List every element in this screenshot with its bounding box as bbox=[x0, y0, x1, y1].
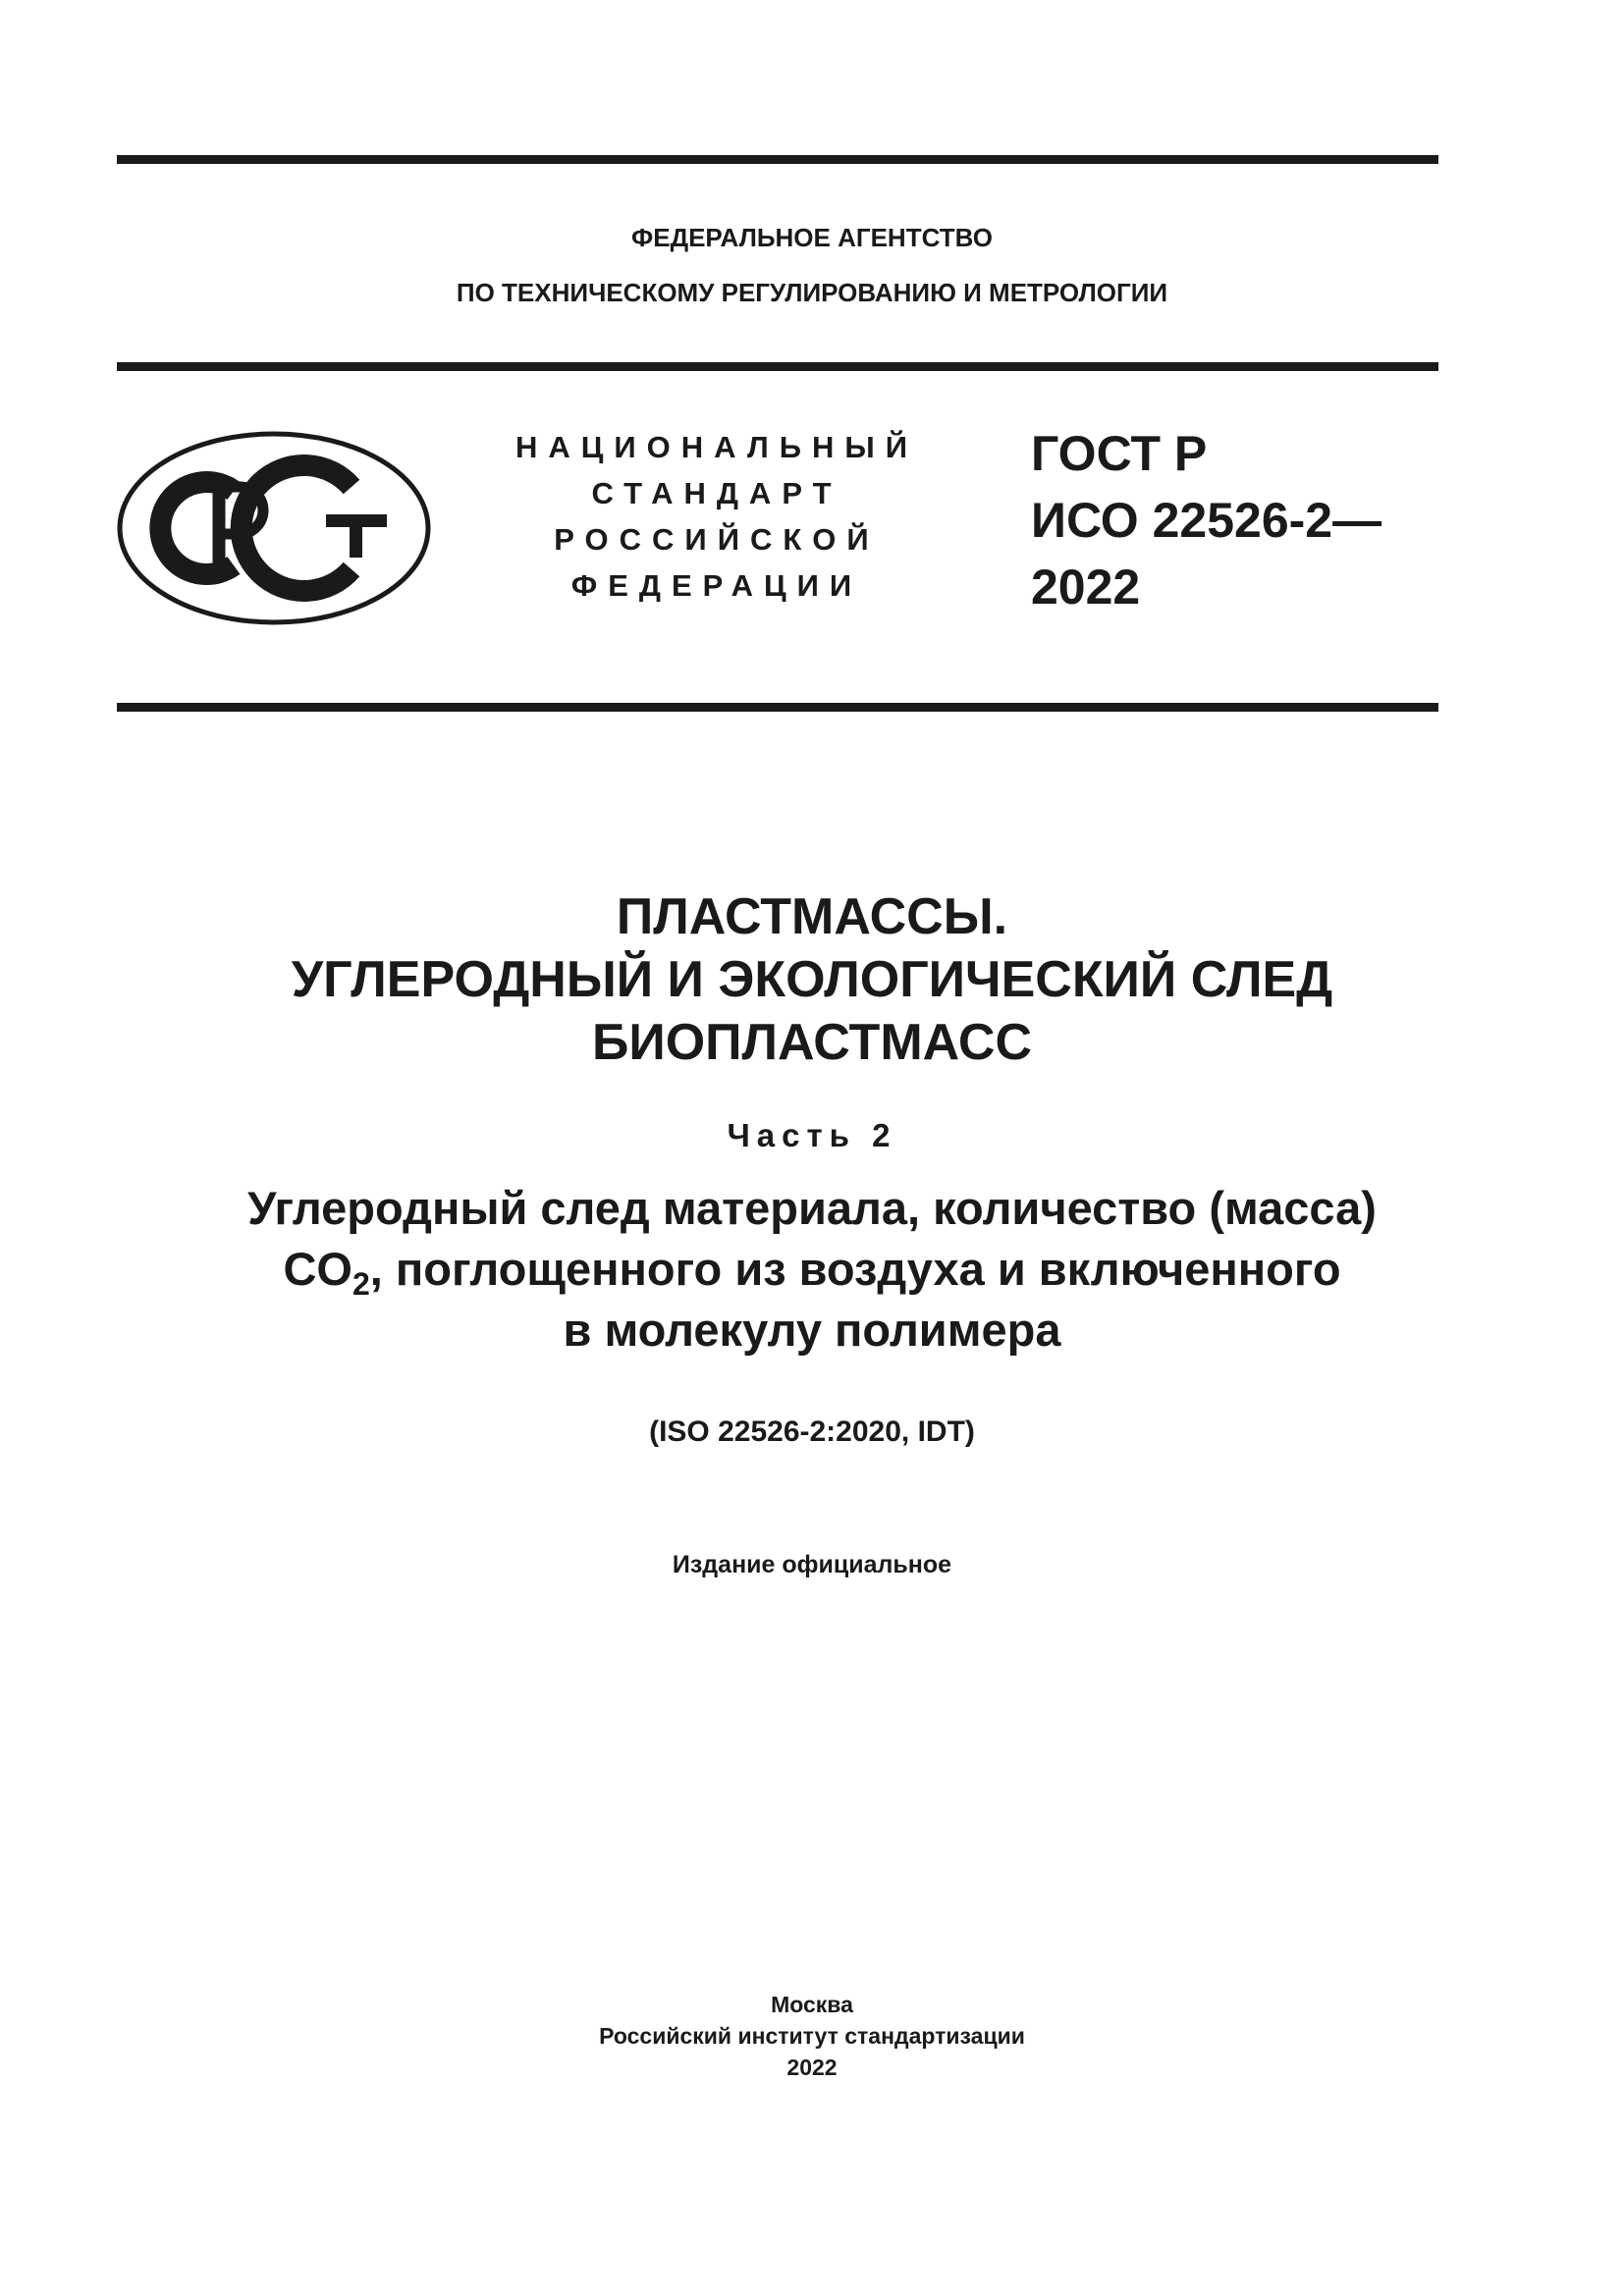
iso-reference: (ISO 22526-2:2020, IDT) bbox=[649, 1415, 975, 1448]
title-line2: УГЛЕРОДНЫЙ И ЭКОЛОГИЧЕСКИЙ СЛЕД bbox=[291, 951, 1333, 1008]
standard-designation bbox=[1031, 420, 1381, 620]
national-standard-line1: НАЦИОНАЛЬНЫЙ bbox=[514, 430, 919, 464]
subtitle-line2-rest: , поглощенного из воздуха и включенного bbox=[369, 1243, 1341, 1295]
top-rule bbox=[117, 155, 1438, 164]
subtitle-line2 bbox=[0, 1239, 1624, 1300]
imprint-year: 2022 bbox=[786, 2055, 838, 2080]
agency-name-line2: ПО ТЕХНИЧЕСКОМУ РЕГУЛИРОВАНИЮ И МЕТРОЛОГИИ bbox=[456, 278, 1168, 307]
national-standard-line3: РОССИЙСКОЙ bbox=[554, 522, 880, 557]
national-standard-line2: СТАНДАРТ bbox=[591, 476, 842, 510]
national-standard-line4: ФЕДЕРАЦИИ bbox=[570, 568, 863, 603]
part-number: Часть 2 bbox=[727, 1117, 897, 1153]
imprint-publisher: Российский институт стандартизации bbox=[599, 2023, 1025, 2049]
co2-formula: CO bbox=[283, 1243, 352, 1295]
title-line3: БИОПЛАСТМАСС bbox=[591, 1014, 1033, 1071]
subtitle-line1: Углеродный след материала, количество (масса) bbox=[247, 1182, 1377, 1234]
document-subtitle bbox=[0, 1178, 1624, 1361]
document-title bbox=[0, 885, 1624, 1074]
edition-label: Издание официальное bbox=[672, 1551, 952, 1578]
designation-line1: ГОСТ Р bbox=[1031, 426, 1208, 481]
masthead-bottom-rule bbox=[117, 703, 1438, 712]
imprint bbox=[0, 1989, 1624, 2083]
rst-conformity-mark-icon bbox=[116, 430, 432, 626]
header-rule bbox=[117, 362, 1438, 371]
subtitle-line3: в молекулу полимера bbox=[563, 1304, 1061, 1356]
co2-subscript: 2 bbox=[352, 1266, 370, 1302]
national-standard-label bbox=[511, 424, 923, 609]
designation-line3: 2022 bbox=[1031, 560, 1141, 614]
imprint-city: Москва bbox=[771, 1992, 853, 2017]
agency-name-line1: ФЕДЕРАЛЬНОЕ АГЕНТСТВО bbox=[631, 223, 993, 252]
title-line1: ПЛАСТМАССЫ. bbox=[616, 888, 1008, 945]
designation-line2: ИСО 22526-2— bbox=[1031, 493, 1382, 548]
